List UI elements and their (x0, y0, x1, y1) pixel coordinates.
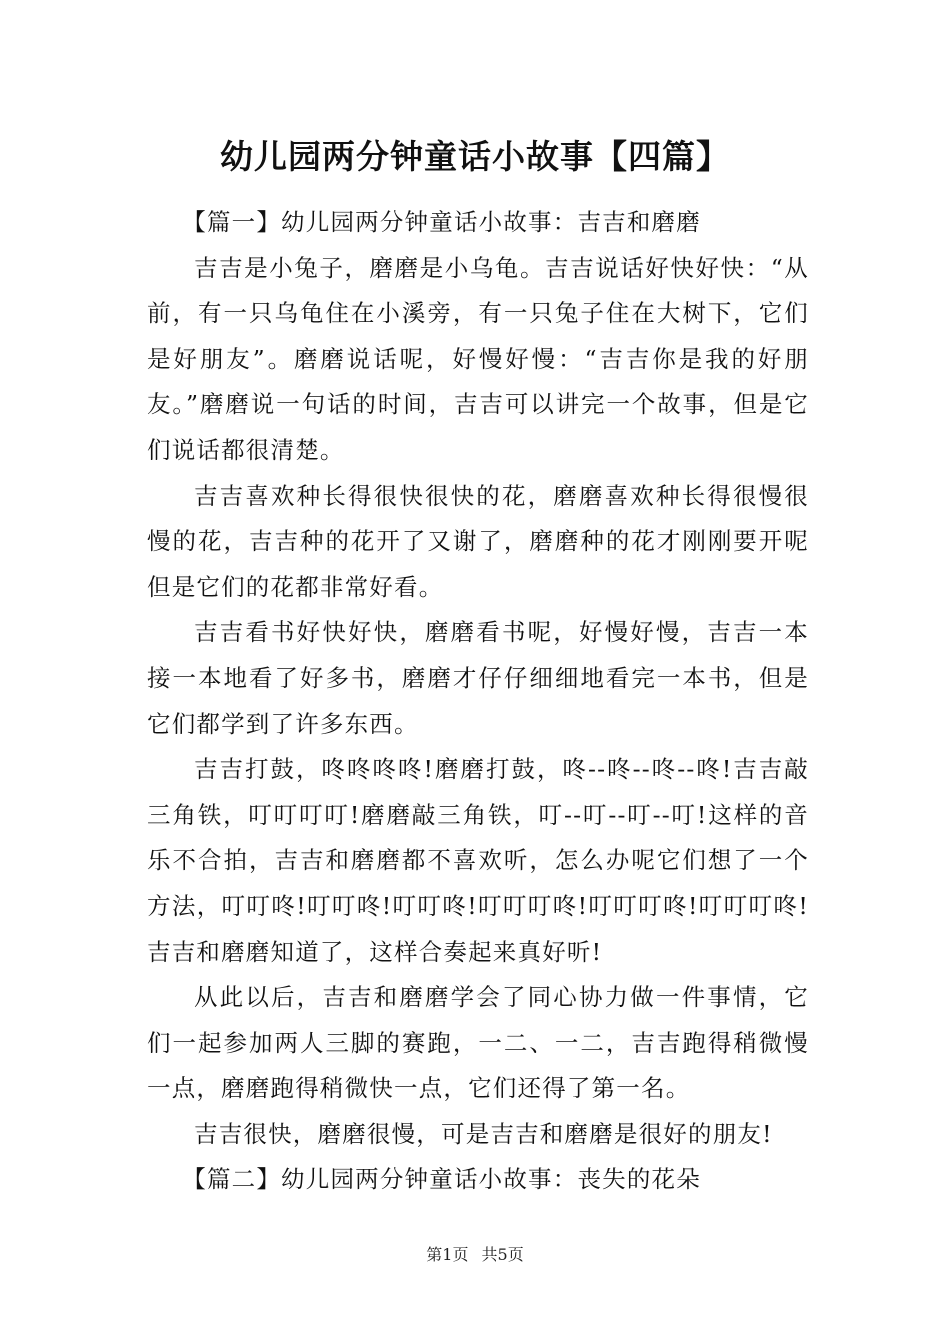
page-number: 第1页 (426, 1245, 469, 1264)
paragraph: 吉吉喜欢种长得很快很快的花，磨磨喜欢种长得很慢很慢的花，吉吉种的花开了又谢了，磨磨种的花才刚刚要开呢但是它们的花都非常好看。 (147, 481, 809, 601)
paragraph: 吉吉看书好快好快，磨磨看书呢，好慢好慢，吉吉一本接一本地看了好多书，磨磨才仔仔细细地看完一本书，但是它们都学到了许多东西。 (147, 618, 809, 738)
page-total: 共5页 (481, 1245, 524, 1264)
page-footer (0, 1244, 950, 1266)
document-title: 幼儿园两分钟童话小故事【四篇】 (220, 137, 730, 176)
section-heading-2: 【篇二】幼儿园两分钟童话小故事：丧失的花朵 (182, 1165, 701, 1194)
document-body (147, 200, 809, 1203)
paragraph: 吉吉是小兔子，磨磨是小乌龟。吉吉说话好快好快：“从前，有一只乌龟住在小溪旁，有一只兔子住在大树下，它们是好朋友”。磨磨说话呢，好慢好慢：“吉吉你是我的好朋友。”磨磨说一句话的时间，吉吉可以讲完一个故事，但是它们说话都很清楚。 (147, 253, 809, 464)
paragraph: 吉吉打鼓，咚咚咚咚!磨磨打鼓，咚--咚--咚--咚!吉吉敲三角铁，叮叮叮叮!磨磨敲三角铁，叮--叮--叮--叮!这样的音乐不合拍，吉吉和磨磨都不喜欢听，怎么办呢它们想了一个方法，叮叮咚!叮叮咚!叮叮咚!叮叮叮咚!叮叮叮咚!叮叮叮咚!吉吉和磨磨知道了，这样合奏起来真好听! (147, 755, 809, 966)
paragraph: 吉吉很快，磨磨很慢，可是吉吉和磨磨是很好的朋友! (194, 1119, 773, 1148)
section-heading-1: 【篇一】幼儿园两分钟童话小故事：吉吉和磨磨 (182, 208, 701, 236)
paragraph: 从此以后，吉吉和磨磨学会了同心协力做一件事情，它们一起参加两人三脚的赛跑，一二、一二，吉吉跑得稍微慢一点，磨磨跑得稍微快一点，它们还得了第一名。 (147, 983, 809, 1103)
